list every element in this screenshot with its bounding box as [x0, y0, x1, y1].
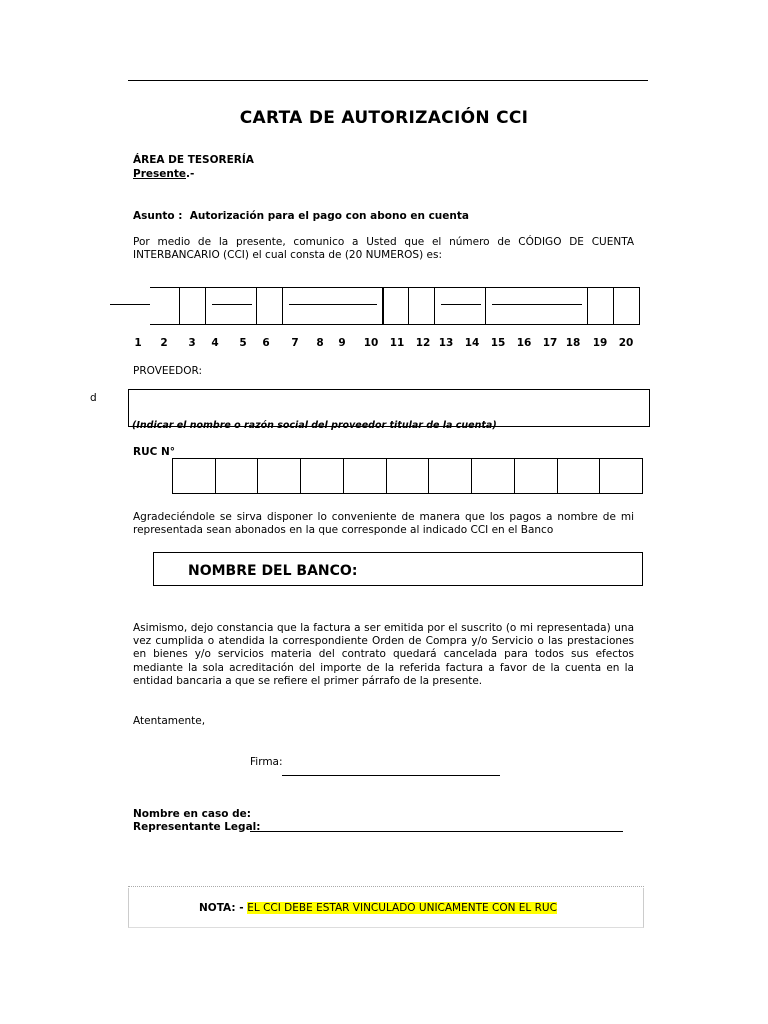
proveedor-hint: (Indicar el nombre o razón social del proveedor titular de la cuenta) [132, 420, 497, 431]
constancia-paragraph: Asimismo, dejo constancia que la factura a ser emitida por el suscrito (o mi representada) una vez cumplida o atendida la correspondiente Orden de Compra y/o Servicio o las prestaciones en bienes y/o servicios materia del contrato quedará cancelada para todos sus efectos mediante la sola acreditación del importe de la referida factura a favor de la cuenta en la entidad bancaria a que se refiere el primer párrafo de la presente. [133, 622, 634, 687]
cci-number: 2 [160, 337, 168, 349]
ruc-cell[interactable] [301, 459, 344, 493]
presente-suffix: .- [185, 168, 195, 180]
cci-number: 6 [262, 337, 270, 349]
cci-number: 11 [389, 337, 405, 349]
ruc-cell[interactable] [258, 459, 301, 493]
proveedor-label: PROVEEDOR: [133, 365, 203, 377]
margin-letter: d [90, 392, 97, 404]
ruc-cell[interactable] [515, 459, 558, 493]
nombre-caso-label: Nombre en caso de: [133, 808, 251, 820]
cci-number: 3 [188, 337, 196, 349]
intro-paragraph: Por medio de la presente, comunico a Usted que el número de CÓDIGO DE CUENTA INTERBANCARIO (CCI) el cual consta de (20 NUMEROS) es: [133, 236, 634, 261]
note-top-border [128, 886, 644, 887]
cci-box-6[interactable] [257, 287, 283, 325]
asunto-line [133, 210, 469, 222]
ruc-cell[interactable] [173, 459, 216, 493]
cci-box-7-10-line [289, 304, 377, 305]
ruc-cell[interactable] [387, 459, 430, 493]
cci-box-12[interactable] [409, 287, 435, 325]
cci-number: 18 [565, 337, 581, 349]
cci-box-13-14-line [441, 304, 481, 305]
cci-box-3[interactable] [180, 287, 206, 325]
ruc-cell[interactable] [344, 459, 387, 493]
cci-group-1-line [110, 304, 150, 305]
cci-number: 15 [490, 337, 506, 349]
cci-number: 20 [618, 337, 634, 349]
cci-number: 13 [438, 337, 454, 349]
ruc-cell[interactable] [429, 459, 472, 493]
firma-label: Firma: [250, 756, 283, 768]
cci-number: 17 [542, 337, 558, 349]
cci-number: 19 [592, 337, 608, 349]
bank-name-label: NOMBRE DEL BANCO: [188, 563, 358, 579]
cci-box-19[interactable] [588, 287, 614, 325]
ruc-label: RUC N° [133, 446, 176, 458]
cci-number: 8 [316, 337, 324, 349]
cci-number: 12 [415, 337, 431, 349]
cci-box-15-18[interactable] [486, 287, 588, 325]
cci-number: 7 [291, 337, 299, 349]
signature-line[interactable] [282, 775, 500, 776]
cci-box-7-10[interactable] [283, 287, 383, 325]
cci-box-15-18-line [492, 304, 582, 305]
representante-label: Representante Legal: [133, 821, 261, 833]
cci-box-13-14[interactable] [435, 287, 486, 325]
cci-box-4-5-line [212, 304, 252, 305]
note-line [199, 902, 557, 914]
agradecimiento-paragraph: Agradeciéndole se sirva disponer lo conveniente de manera que los pagos a nombre de mi representada sean abonados en la que corresponde al indicado CCI en el Banco [133, 511, 634, 536]
note-highlight: EL CCI DEBE ESTAR VINCULADO UNICAMENTE CON EL RUC [247, 902, 557, 914]
area-heading: ÁREA DE TESORERÍA [133, 154, 254, 166]
cci-number: 16 [516, 337, 532, 349]
asunto-label: Asunto : [133, 210, 183, 222]
representante-line[interactable] [250, 831, 623, 832]
cci-number: 10 [363, 337, 379, 349]
note-label: NOTA: - [199, 902, 244, 914]
presente-line [133, 168, 194, 180]
document-title: CARTA DE AUTORIZACIÓN CCI [239, 108, 529, 128]
ruc-cell[interactable] [600, 459, 642, 493]
ruc-cell[interactable] [216, 459, 259, 493]
cci-number: 14 [464, 337, 480, 349]
cci-box-20[interactable] [614, 287, 640, 325]
ruc-cell[interactable] [558, 459, 601, 493]
closing-salutation: Atentamente, [133, 715, 206, 727]
asunto-text: Autorización para el pago con abono en cuenta [189, 210, 469, 222]
cci-number: 5 [239, 337, 247, 349]
cci-number: 1 [134, 337, 142, 349]
cci-box-11[interactable] [383, 287, 409, 325]
cci-box-4-5[interactable] [206, 287, 257, 325]
cci-number: 4 [211, 337, 219, 349]
cci-number: 9 [338, 337, 346, 349]
top-rule [128, 80, 648, 81]
cci-box-2[interactable] [150, 287, 180, 325]
presente-word: Presente [133, 168, 186, 180]
ruc-cell[interactable] [472, 459, 515, 493]
ruc-grid [172, 458, 643, 494]
